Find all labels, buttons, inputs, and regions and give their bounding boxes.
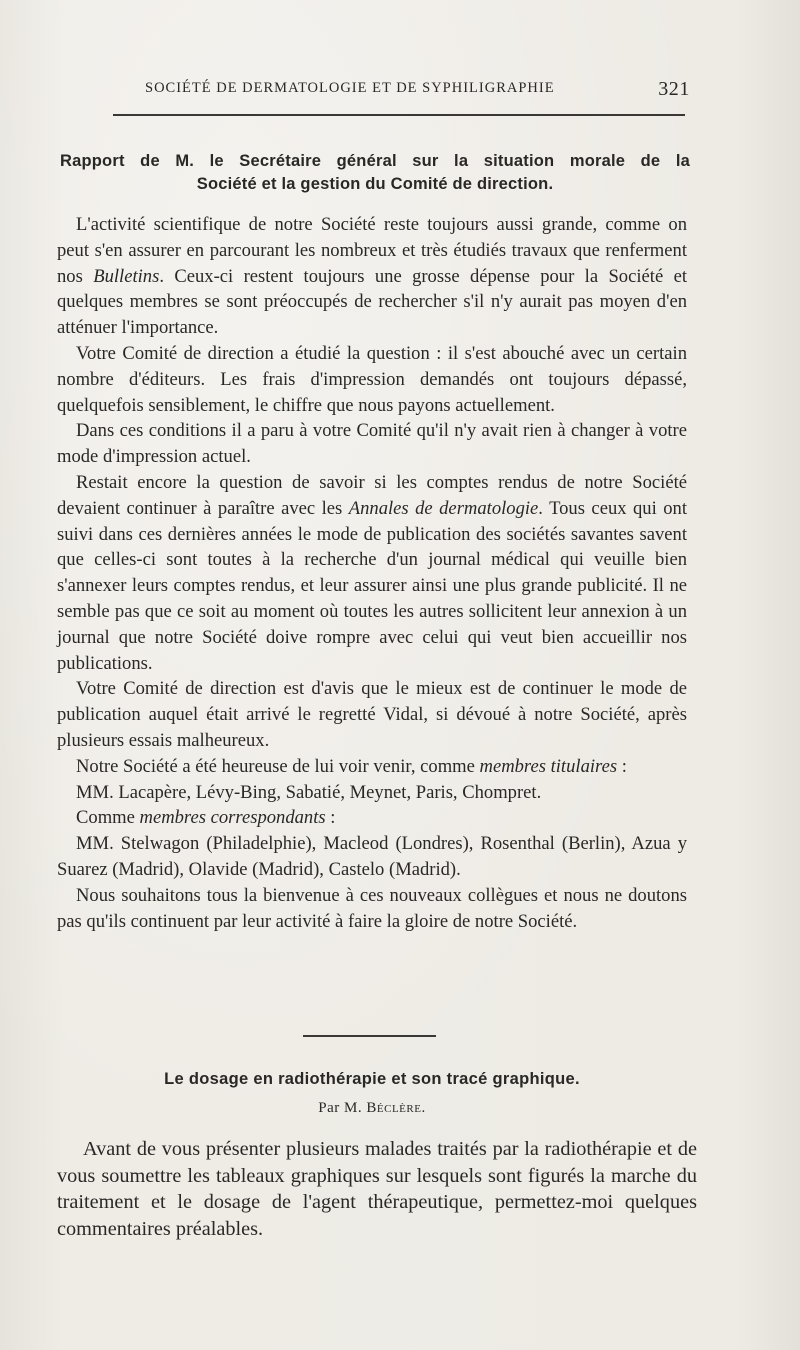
report-paragraph (57, 676, 687, 753)
report-title-line-2: Société et la gestion du Comité de direction. (196, 175, 554, 193)
paragraph-text: MM. Lacapère, Lévy-Bing, Sabatié, Meynet, Paris, Chompret. (76, 781, 542, 803)
report-paragraph (57, 212, 687, 341)
page-number: 321 (658, 78, 690, 100)
paragraph-text: Votre Comité de direction a étudié la question : il s'est abouché avec un certain nombre d'éditeurs. Les frais d'impression demandés ont toujours dépassé, quelquefois sensiblement, le chiffre que nous payons actuellement. (57, 342, 687, 416)
page-header (145, 78, 690, 102)
paragraph-text: Notre Société a été heureuse de lui voir venir, comme (76, 755, 480, 777)
section-title: Le dosage en radiothérapie et son tracé graphique. (164, 1070, 580, 1088)
paragraph-text: MM. Stelwagon (Philadelphie), Macleod (Londres), Rosenthal (Berlin), Azua y Suarez (Madrid), Olavide (Madrid), Castelo (Madrid). (57, 833, 687, 880)
report-paragraph (57, 831, 687, 883)
report-paragraph (57, 805, 687, 831)
running-title: SOCIÉTÉ DE DERMATOLOGIE ET DE SYPHILIGRAPHIE (145, 80, 555, 96)
report-paragraph (57, 341, 687, 418)
paragraph-text: Restait encore la question de savoir si les comptes rendus de notre Société devaient continuer à paraître avec les (57, 471, 687, 519)
header-rule (113, 114, 685, 116)
paragraph-text: Nous souhaitons tous la bienvenue à ces nouveaux collègues et nous ne doutons pas qu'ils continuent par leur activité à faire la gloire de notre Société. (57, 884, 687, 932)
section-paragraph: Avant de vous présenter plusieurs malades traités par la radiothérapie et de vous soumettre les tableaux graphiques sur lesquels sont figurés la marche du traitement et le dosage de l'agent thérapeutique, permettez-moi quelques commentaires préalables. (57, 1138, 697, 1240)
report-paragraph (57, 470, 687, 676)
report-paragraph (57, 754, 687, 780)
report-title (60, 150, 690, 196)
paragraph-text: . Tous ceux qui ont suivi dans ces dernières années le mode de publication des sociétés savantes savent que celles-ci sont toutes à la recherche d'un journal médical qui veuille bien s'annexer leurs comptes rendus, et leur assurer ainsi une plus grande publicité. Il ne semble pas que ce soit au moment où toutes les autres sollicitent leur annexion à un journal que notre Société doive rompre avec celui qui veut bien accueillir nos publications. (57, 497, 687, 674)
report-paragraph (57, 883, 687, 935)
paragraph-text: Comme (76, 807, 140, 829)
section-body (57, 1136, 697, 1242)
report-body (57, 212, 687, 934)
paragraph-text: Dans ces conditions il a paru à votre Comité qu'il n'y avait rien à changer à votre mode d'impression actuel. (57, 420, 687, 468)
report-paragraph (57, 780, 687, 806)
author-name: Béclère. (366, 1100, 426, 1116)
section-divider (303, 1035, 436, 1037)
section-author (57, 1100, 687, 1117)
paragraph-text: . Ceux-ci restent toujours une grosse dépense pour la Société et quelques membres se sont préoccupés de rechercher s'il n'y aurait pas moyen d'en atténuer l'importance. (57, 265, 687, 339)
paragraph-text: : (325, 807, 336, 829)
paragraph-italic-text: Bulletins (93, 265, 160, 287)
author-prefix: Par M. (318, 1100, 363, 1116)
paragraph-italic-text: Annales de dermatologie (348, 497, 539, 519)
paragraph-text: : (617, 755, 627, 777)
report-title-line-1: Rapport de M. le Secrétaire général sur la situation morale de la (60, 152, 690, 170)
paragraph-italic-text: membres titulaires (479, 755, 618, 777)
report-paragraph (57, 418, 687, 470)
paragraph-text: Votre Comité de direction est d'avis que le mieux est de continuer le mode de publication auquel était arrivé le regretté Vidal, si dévoué à notre Société, après plusieurs essais malheureux. (57, 678, 687, 751)
paragraph-italic-text: membres correspondants (139, 807, 326, 829)
paragraph-text: L'activité scientifique de notre Société reste toujours aussi grande, comme on peut s'en assurer en parcourant les nombreux et très étudiés travaux que renferment nos (57, 214, 687, 287)
